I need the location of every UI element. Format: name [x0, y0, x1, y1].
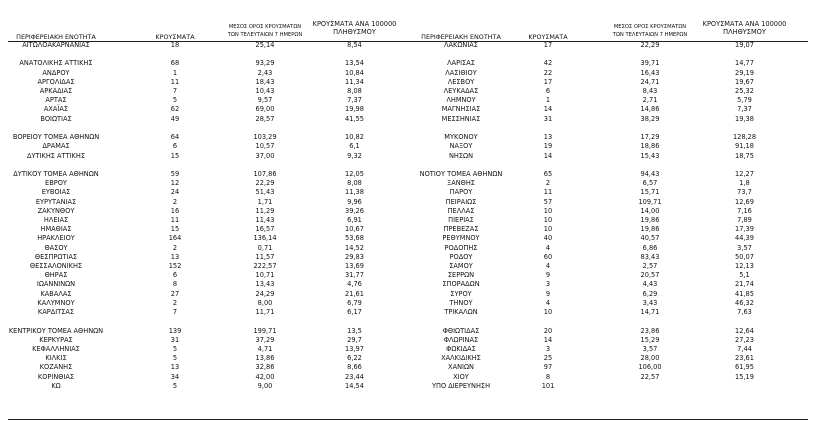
right-cell-per100k: 25,32 [735, 87, 754, 96]
right-cell-region: ΠΡΕΒΕΖΑΣ [443, 225, 479, 234]
left-cell-cases: 31 [170, 335, 180, 344]
left-cell-avg: 13,86 [255, 354, 275, 363]
right-cell-per100k: 73,7 [737, 188, 752, 197]
left-cell-cases: 11 [170, 215, 180, 224]
left-cell-region: ΚΕΦΑΛΛΗΝΙΑΣ [32, 344, 80, 353]
left-cell-region: ΘΕΣΣΑΛΟΝΙΚΗΣ [29, 262, 83, 271]
left-cell-per100k: 8,66 [347, 363, 362, 372]
right-cell-avg: 6,29 [642, 289, 658, 298]
left-cell-per100k: 6,17 [347, 308, 362, 317]
right-cell-per100k: 44,39 [735, 234, 754, 243]
right-cell-per100k: 12,27 [735, 169, 754, 178]
right-cell-per100k: 1,8 [739, 179, 750, 188]
bottom-rule [8, 419, 808, 420]
right-cell-avg: 18,86 [640, 142, 660, 151]
right-cell-per100k: 12,69 [735, 197, 754, 206]
right-cell-region: ΣΥΡΟΥ [450, 289, 472, 298]
right-cell-avg: 39,71 [640, 59, 660, 68]
left-cell-cases: 24 [170, 188, 180, 197]
left-cell-avg: 32,86 [255, 363, 275, 372]
left-cell-per100k: 7,37 [347, 96, 362, 105]
left-cell-per100k: 21,61 [345, 289, 364, 298]
left-cell-avg: 22,29 [255, 179, 275, 188]
right-cell-cases: 10 [543, 206, 553, 215]
left-cell-cases: 5 [172, 381, 178, 390]
left-cell-avg: 10,71 [255, 271, 275, 280]
left-cell-avg: 18,43 [255, 77, 275, 86]
right-cell-cases: 60 [543, 252, 553, 261]
left-cell-avg: 199,71 [253, 326, 277, 335]
left-cell-per100k: 23,44 [345, 372, 364, 381]
left-cell-region: ΚΑΛΥΜΝΟΥ [37, 298, 75, 307]
left-cell-region: ΚΑΡΔΙΤΣΑΣ [37, 308, 75, 317]
right-cell-per100k: 41,85 [735, 289, 754, 298]
right-cell-avg: 14,86 [640, 105, 660, 114]
left-cell-region: ΔΥΤΙΚΗΣ ΑΤΤΙΚΗΣ [26, 151, 85, 160]
right-header-avg [600, 23, 700, 39]
right-cell-cases: 10 [543, 225, 553, 234]
right-cell-cases: 8 [545, 372, 551, 381]
left-cell-region: ΔΥΤΙΚΟΥ ΤΟΜΕΑ ΑΘΗΝΩΝ [13, 169, 99, 178]
left-cell-region: ΒΟΙΩΤΙΑΣ [40, 114, 72, 123]
left-cell-cases: 139 [168, 326, 182, 335]
left-cell-region: ΚΕΡΚΥΡΑΣ [39, 335, 73, 344]
left-cell-region: ΚΑΒΑΛΑΣ [40, 289, 72, 298]
left-cell-cases: 6 [172, 142, 178, 151]
left-cell-per100k: 41,55 [345, 114, 364, 123]
left-cell-region: ΗΜΑΘΙΑΣ [40, 225, 72, 234]
left-cell-cases: 34 [170, 372, 180, 381]
right-header-avg-line2: ΤΩΝ ΤΕΛΕΥΤΑΙΩΝ 7 ΗΜΕΡΩΝ [612, 32, 688, 38]
right-cell-cases: 1 [545, 96, 551, 105]
right-cell-avg: 15,29 [640, 335, 660, 344]
right-cell-region: ΜΑΓΝΗΣΙΑΣ [441, 105, 481, 114]
right-cell-region: ΧΙΟΥ [453, 372, 469, 381]
right-cell-region: ΤΡΙΚΑΛΩΝ [444, 308, 478, 317]
right-cell-cases: 3 [545, 344, 551, 353]
right-cell-per100k: 91,18 [735, 142, 754, 151]
left-cell-avg: 42,00 [255, 372, 275, 381]
left-cell-cases: 68 [170, 59, 180, 68]
left-cell-region: ΚΩ [51, 381, 61, 390]
right-cell-region: ΥΠΟ ΔΙΕΡΕΥΝΗΣΗ [431, 381, 491, 390]
left-cell-cases: 13 [170, 363, 180, 372]
left-cell-cases: 7 [172, 87, 178, 96]
left-cell-per100k: 39,26 [345, 206, 364, 215]
left-header-per100k-line1: ΚΡΟΥΣΜΑΤΑ ΑΝΑ 100000 [312, 20, 397, 28]
left-cell-region: ΘΑΣΟΥ [44, 243, 68, 252]
right-cell-per100k: 27,23 [735, 335, 754, 344]
right-header-cases: ΚΡΟΥΣΜΑΤΑ [528, 33, 568, 41]
right-cell-cases: 3 [545, 280, 551, 289]
right-cell-per100k: 46,32 [735, 298, 754, 307]
left-cell-region: ΚΟΡΙΝΘΙΑΣ [37, 372, 75, 381]
right-cell-region: ΣΕΡΡΩΝ [447, 271, 475, 280]
left-cell-per100k: 14,52 [345, 243, 364, 252]
right-cell-per100k: 23,61 [735, 354, 754, 363]
left-cell-region: ΘΕΣΠΡΩΤΙΑΣ [34, 252, 78, 261]
left-cell-per100k: 10,84 [345, 68, 364, 77]
right-cell-avg: 6,57 [642, 179, 658, 188]
right-cell-cases: 14 [543, 105, 553, 114]
left-cell-region: ΚΕΝΤΡΙΚΟΥ ΤΟΜΕΑ ΑΘΗΝΩΝ [8, 326, 104, 335]
left-cell-avg: 25,14 [255, 41, 275, 49]
left-cell-region: ΕΥΒΟΙΑΣ [41, 188, 71, 197]
right-cell-region: ΝΑΞΟΥ [449, 142, 473, 151]
right-cell-region: ΦΩΚΙΔΑΣ [446, 344, 476, 353]
right-cell-per100k: 14,77 [735, 59, 754, 68]
left-cell-avg: 11,29 [255, 206, 275, 215]
left-cell-avg: 10,57 [255, 142, 275, 151]
right-cell-avg: 2,71 [642, 96, 658, 105]
left-cell-per100k: 29,7 [347, 335, 362, 344]
left-cell-per100k: 10,82 [345, 133, 364, 142]
right-cell-per100k: 61,95 [735, 363, 754, 372]
right-cell-region: ΡΟΔΟΥ [449, 252, 473, 261]
left-cell-avg: 222,57 [253, 262, 277, 271]
right-cell-region: ΠΙΕΡΙΑΣ [448, 215, 474, 224]
right-cell-region: ΝΗΣΩΝ [448, 151, 474, 160]
right-cell-region: ΡΟΔΟΠΗΣ [444, 243, 478, 252]
left-cell-cases: 12 [170, 179, 180, 188]
left-cell-cases: 11 [170, 77, 180, 86]
left-header-avg-line2: ΤΩΝ ΤΕΛΕΥΤΑΙΩΝ 7 ΗΜΕΡΩΝ [227, 32, 303, 38]
right-cell-cases: 22 [543, 68, 553, 77]
right-cell-cases: 101 [541, 381, 555, 390]
left-cell-region: ΑΙΤΩΛΟΑΚΑΡΝΑΝΙΑΣ [22, 41, 90, 49]
left-header-per100k [302, 20, 407, 36]
right-cell-avg: 2,57 [642, 262, 658, 271]
right-cell-avg: 15,43 [640, 151, 660, 160]
left-cell-per100k: 10,67 [345, 225, 364, 234]
right-cell-region: ΛΗΜΝΟΥ [446, 96, 476, 105]
right-cell-avg: 23,86 [640, 326, 660, 335]
left-header-region: ΠΕΡΙΦΕΡΕΙΑΚΗ ΕΝΟΤΗΤΑ [16, 33, 96, 41]
left-cell-avg: 24,29 [255, 289, 275, 298]
right-cell-avg: 20,57 [640, 271, 660, 280]
left-cell-avg: 16,57 [255, 225, 275, 234]
right-cell-region: ΛΕΥΚΑΔΑΣ [443, 87, 479, 96]
right-cell-per100k: 7,89 [737, 215, 752, 224]
right-cell-avg: 38,29 [640, 114, 660, 123]
left-cell-per100k: 6,79 [347, 298, 362, 307]
left-cell-per100k: 31,77 [345, 271, 364, 280]
left-header-cases: ΚΡΟΥΣΜΑΤΑ [155, 33, 195, 41]
left-cell-cases: 15 [170, 225, 180, 234]
left-cell-cases: 152 [168, 262, 182, 271]
right-cell-avg: 15,71 [640, 188, 660, 197]
left-cell-avg: 51,43 [255, 188, 275, 197]
right-cell-avg: 94,43 [640, 169, 660, 178]
right-cell-cases: 10 [543, 215, 553, 224]
left-cell-region: ΑΝΑΤΟΛΙΚΗΣ ΑΤΤΙΚΗΣ [19, 59, 93, 68]
right-cell-region: ΠΕΙΡΑΙΩΣ [445, 197, 477, 206]
right-cell-region: ΜΕΣΣΗΝΙΑΣ [441, 114, 481, 123]
left-cell-cases: 5 [172, 96, 178, 105]
left-cell-region: ΑΝΔΡΟΥ [42, 68, 70, 77]
right-cell-region: ΝΟΤΙΟΥ ΤΟΜΕΑ ΑΘΗΝΩΝ [419, 169, 503, 178]
right-cell-avg: 14,71 [640, 308, 660, 317]
right-cell-per100k: 7,37 [737, 105, 752, 114]
right-cell-region: ΜΥΚΟΝΟΥ [444, 133, 478, 142]
right-cell-per100k: 7,44 [737, 344, 752, 353]
right-cell-region: ΡΕΘΥΜΝΟΥ [442, 234, 480, 243]
right-cell-avg: 8,43 [642, 87, 658, 96]
right-cell-cases: 31 [543, 114, 553, 123]
right-cell-region: ΧΑΝΙΩΝ [448, 363, 474, 372]
right-cell-avg: 22,57 [640, 372, 660, 381]
left-cell-per100k: 8,54 [347, 41, 362, 49]
left-cell-region: ΕΥΡΥΤΑΝΙΑΣ [35, 197, 77, 206]
right-cell-per100k: 21,74 [735, 280, 754, 289]
left-cell-avg: 1,71 [257, 197, 273, 206]
right-cell-cases: 57 [543, 197, 553, 206]
right-cell-cases: 2 [545, 179, 551, 188]
left-cell-avg: 4,71 [257, 344, 273, 353]
left-cell-region: ΕΒΡΟΥ [45, 179, 67, 188]
left-cell-region: ΑΧΑΪΑΣ [43, 105, 69, 114]
right-cell-per100k: 19,38 [735, 114, 754, 123]
left-cell-cases: 5 [172, 354, 178, 363]
right-header-per100k-line2: ΠΛΗΘΥΣΜΟΥ [723, 28, 766, 36]
left-cell-avg: 93,29 [255, 59, 275, 68]
right-cell-region: ΞΑΝΘΗΣ [447, 179, 475, 188]
right-cell-region: ΤΗΝΟΥ [449, 298, 473, 307]
right-cell-per100k: 19,07 [735, 41, 754, 49]
right-cell-cases: 17 [543, 41, 553, 49]
right-cell-cases: 4 [545, 298, 551, 307]
right-cell-avg: 109,71 [638, 197, 662, 206]
right-cell-cases: 10 [543, 308, 553, 317]
right-cell-per100k: 12,13 [735, 262, 754, 271]
right-cell-avg: 4,43 [642, 280, 658, 289]
left-cell-per100k: 19,98 [345, 105, 364, 114]
left-cell-avg: 37,00 [255, 151, 275, 160]
right-cell-per100k: 15,19 [735, 372, 754, 381]
left-cell-region: ΚΙΛΚΙΣ [45, 354, 67, 363]
right-cell-per100k: 50,07 [735, 252, 754, 261]
right-cell-cases: 14 [543, 151, 553, 160]
right-cell-region: ΛΑΡΙΣΑΣ [447, 59, 475, 68]
left-cell-per100k: 13,69 [345, 262, 364, 271]
right-cell-region: ΣΑΜΟΥ [449, 262, 473, 271]
left-cell-avg: 0,71 [257, 243, 273, 252]
right-cell-avg: 17,29 [640, 133, 660, 142]
right-header-per100k [692, 20, 797, 36]
right-cell-avg: 28,00 [640, 354, 660, 363]
right-cell-avg: 19,86 [640, 215, 660, 224]
left-cell-per100k: 12,05 [345, 169, 364, 178]
left-cell-region: ΔΡΑΜΑΣ [42, 142, 70, 151]
right-cell-region: ΠΕΛΛΑΣ [447, 206, 475, 215]
left-cell-cases: 8 [172, 280, 178, 289]
right-header-avg-line1: ΜΕΣΟΣ ΟΡΟΣ ΚΡΟΥΣΜΑΤΩΝ [613, 24, 687, 30]
left-cell-region: ΘΗΡΑΣ [44, 271, 68, 280]
right-cell-cases: 11 [543, 188, 553, 197]
right-cell-region: ΧΑΛΚΙΔΙΚΗΣ [441, 354, 481, 363]
right-cell-cases: 65 [543, 169, 553, 178]
left-header-avg-line1: ΜΕΣΟΣ ΟΡΟΣ ΚΡΟΥΣΜΑΤΩΝ [228, 24, 302, 30]
right-cell-per100k: 29,19 [735, 68, 754, 77]
left-cell-cases: 5 [172, 344, 178, 353]
left-cell-cases: 59 [170, 169, 180, 178]
right-cell-per100k: 12,64 [735, 326, 754, 335]
left-cell-avg: 107,86 [253, 169, 277, 178]
right-cell-per100k: 5,79 [737, 96, 752, 105]
right-cell-per100k: 18,75 [735, 151, 754, 160]
right-cell-per100k: 7,63 [737, 308, 752, 317]
left-cell-cases: 18 [170, 41, 180, 49]
right-cell-avg [600, 382, 700, 391]
left-cell-avg: 2,43 [257, 68, 273, 77]
right-cell-cases: 20 [543, 326, 553, 335]
left-cell-cases: 2 [172, 298, 178, 307]
right-cell-per100k: 17,39 [735, 225, 754, 234]
left-cell-cases: 2 [172, 197, 178, 206]
left-cell-region: ΑΡΓΟΛΙΔΑΣ [37, 77, 75, 86]
left-cell-cases: 27 [170, 289, 180, 298]
left-cell-per100k: 11,38 [345, 188, 364, 197]
right-cell-cases: 25 [543, 354, 553, 363]
left-cell-region: ΗΛΕΙΑΣ [43, 215, 69, 224]
left-cell-cases: 13 [170, 252, 180, 261]
left-cell-avg: 11,57 [255, 252, 275, 261]
left-cell-region: ΑΡΚΑΔΙΑΣ [39, 87, 73, 96]
right-cell-cases: 13 [543, 133, 553, 142]
right-cell-per100k: 5,1 [739, 271, 750, 280]
right-cell-avg: 3,43 [642, 298, 658, 307]
right-cell-region: ΦΛΩΡΙΝΑΣ [443, 335, 479, 344]
left-cell-cases: 1 [172, 68, 178, 77]
left-cell-avg: 10,43 [255, 87, 275, 96]
left-cell-per100k: 29,83 [345, 252, 364, 261]
right-cell-region: ΠΑΡΟΥ [449, 188, 473, 197]
left-cell-region: ΗΡΑΚΛΕΙΟΥ [37, 234, 75, 243]
left-cell-avg: 11,43 [255, 215, 275, 224]
right-cell-avg: 16,43 [640, 68, 660, 77]
left-cell-per100k: 53,68 [345, 234, 364, 243]
right-cell-cases: 4 [545, 262, 551, 271]
right-cell-avg: 14,00 [640, 206, 660, 215]
left-cell-per100k: 13,97 [345, 344, 364, 353]
left-cell-cases: 2 [172, 243, 178, 252]
left-cell-per100k: 6,22 [347, 354, 362, 363]
left-cell-per100k: 6,91 [347, 215, 362, 224]
left-cell-cases: 62 [170, 105, 180, 114]
left-cell-avg: 13,43 [255, 280, 275, 289]
right-cell-region: ΛΑΚΩΝΙΑΣ [444, 41, 478, 49]
right-cell-cases: 17 [543, 77, 553, 86]
left-cell-per100k: 14,54 [345, 381, 364, 390]
right-cell-per100k: 128,28 [732, 133, 757, 142]
left-cell-per100k: 8,08 [347, 179, 362, 188]
right-header-region: ΠΕΡΙΦΕΡΕΙΑΚΗ ΕΝΟΤΗΤΑ [421, 33, 501, 41]
right-cell-avg: 3,57 [642, 344, 658, 353]
left-cell-cases: 15 [170, 151, 180, 160]
left-cell-per100k: 6,1 [349, 142, 360, 151]
right-header-per100k-line1: ΚΡΟΥΣΜΑΤΑ ΑΝΑ 100000 [702, 20, 787, 28]
left-cell-per100k: 13,5 [347, 326, 362, 335]
right-cell-per100k: 19,67 [735, 77, 754, 86]
left-cell-per100k: 9,32 [347, 151, 362, 160]
left-cell-region: ΚΟΖΑΝΗΣ [39, 363, 73, 372]
right-cell-avg: 22,29 [640, 41, 660, 49]
right-cell-per100k: 3,57 [737, 243, 752, 252]
right-cell-region: ΛΕΣΒΟΥ [447, 77, 475, 86]
left-cell-cases: 64 [170, 133, 180, 142]
left-header-per100k-line2: ΠΛΗΘΥΣΜΟΥ [333, 28, 376, 36]
left-cell-avg: 37,29 [255, 335, 275, 344]
left-cell-region: ΖΑΚΥΝΘΟΥ [37, 206, 75, 215]
left-cell-avg: 136,14 [253, 234, 277, 243]
right-cell-per100k [692, 382, 797, 391]
right-cell-avg: 6,86 [642, 243, 658, 252]
left-cell-per100k: 13,54 [345, 59, 364, 68]
right-cell-cases: 42 [543, 59, 553, 68]
right-cell-region: ΦΘΙΩΤΙΔΑΣ [442, 326, 480, 335]
left-cell-cases: 49 [170, 114, 180, 123]
left-cell-region: ΑΡΤΑΣ [45, 96, 67, 105]
right-cell-region: ΣΠΟΡΑΔΩΝ [442, 280, 480, 289]
left-cell-avg: 11,71 [255, 308, 275, 317]
left-cell-avg: 8,00 [257, 298, 273, 307]
right-cell-region: ΛΑΣΙΘΙΟΥ [445, 68, 477, 77]
right-cell-avg: 40,57 [640, 234, 660, 243]
right-cell-cases: 19 [543, 142, 553, 151]
left-cell-per100k: 9,96 [347, 197, 362, 206]
left-cell-per100k: 11,34 [345, 77, 364, 86]
left-cell-avg: 69,00 [255, 105, 275, 114]
right-cell-cases: 97 [543, 363, 553, 372]
left-cell-cases: 6 [172, 271, 178, 280]
right-cell-cases: 40 [543, 234, 553, 243]
left-cell-region: ΒΟΡΕΙΟΥ ΤΟΜΕΑ ΑΘΗΝΩΝ [12, 133, 100, 142]
right-cell-cases: 9 [545, 271, 551, 280]
right-cell-cases: 4 [545, 243, 551, 252]
right-cell-per100k: 7,16 [737, 206, 752, 215]
right-cell-avg: 24,71 [640, 77, 660, 86]
left-cell-avg: 28,57 [255, 114, 275, 123]
right-cell-avg: 19,86 [640, 225, 660, 234]
left-cell-avg: 9,00 [257, 381, 273, 390]
left-cell-region: ΙΩΑΝΝΙΝΩΝ [36, 280, 76, 289]
right-cell-cases: 6 [545, 87, 551, 96]
left-cell-avg: 103,29 [253, 133, 277, 142]
left-cell-per100k: 8,08 [347, 87, 362, 96]
right-cell-avg: 83,43 [640, 252, 660, 261]
left-cell-cases: 16 [170, 206, 180, 215]
left-cell-cases: 164 [168, 234, 182, 243]
right-cell-avg: 106,00 [638, 363, 662, 372]
right-cell-cases: 14 [543, 335, 553, 344]
left-cell-per100k: 4,76 [347, 280, 362, 289]
right-cell-cases: 9 [545, 289, 551, 298]
left-cell-cases: 7 [172, 308, 178, 317]
left-cell-avg: 9,57 [257, 96, 273, 105]
left-header-avg [215, 23, 315, 39]
